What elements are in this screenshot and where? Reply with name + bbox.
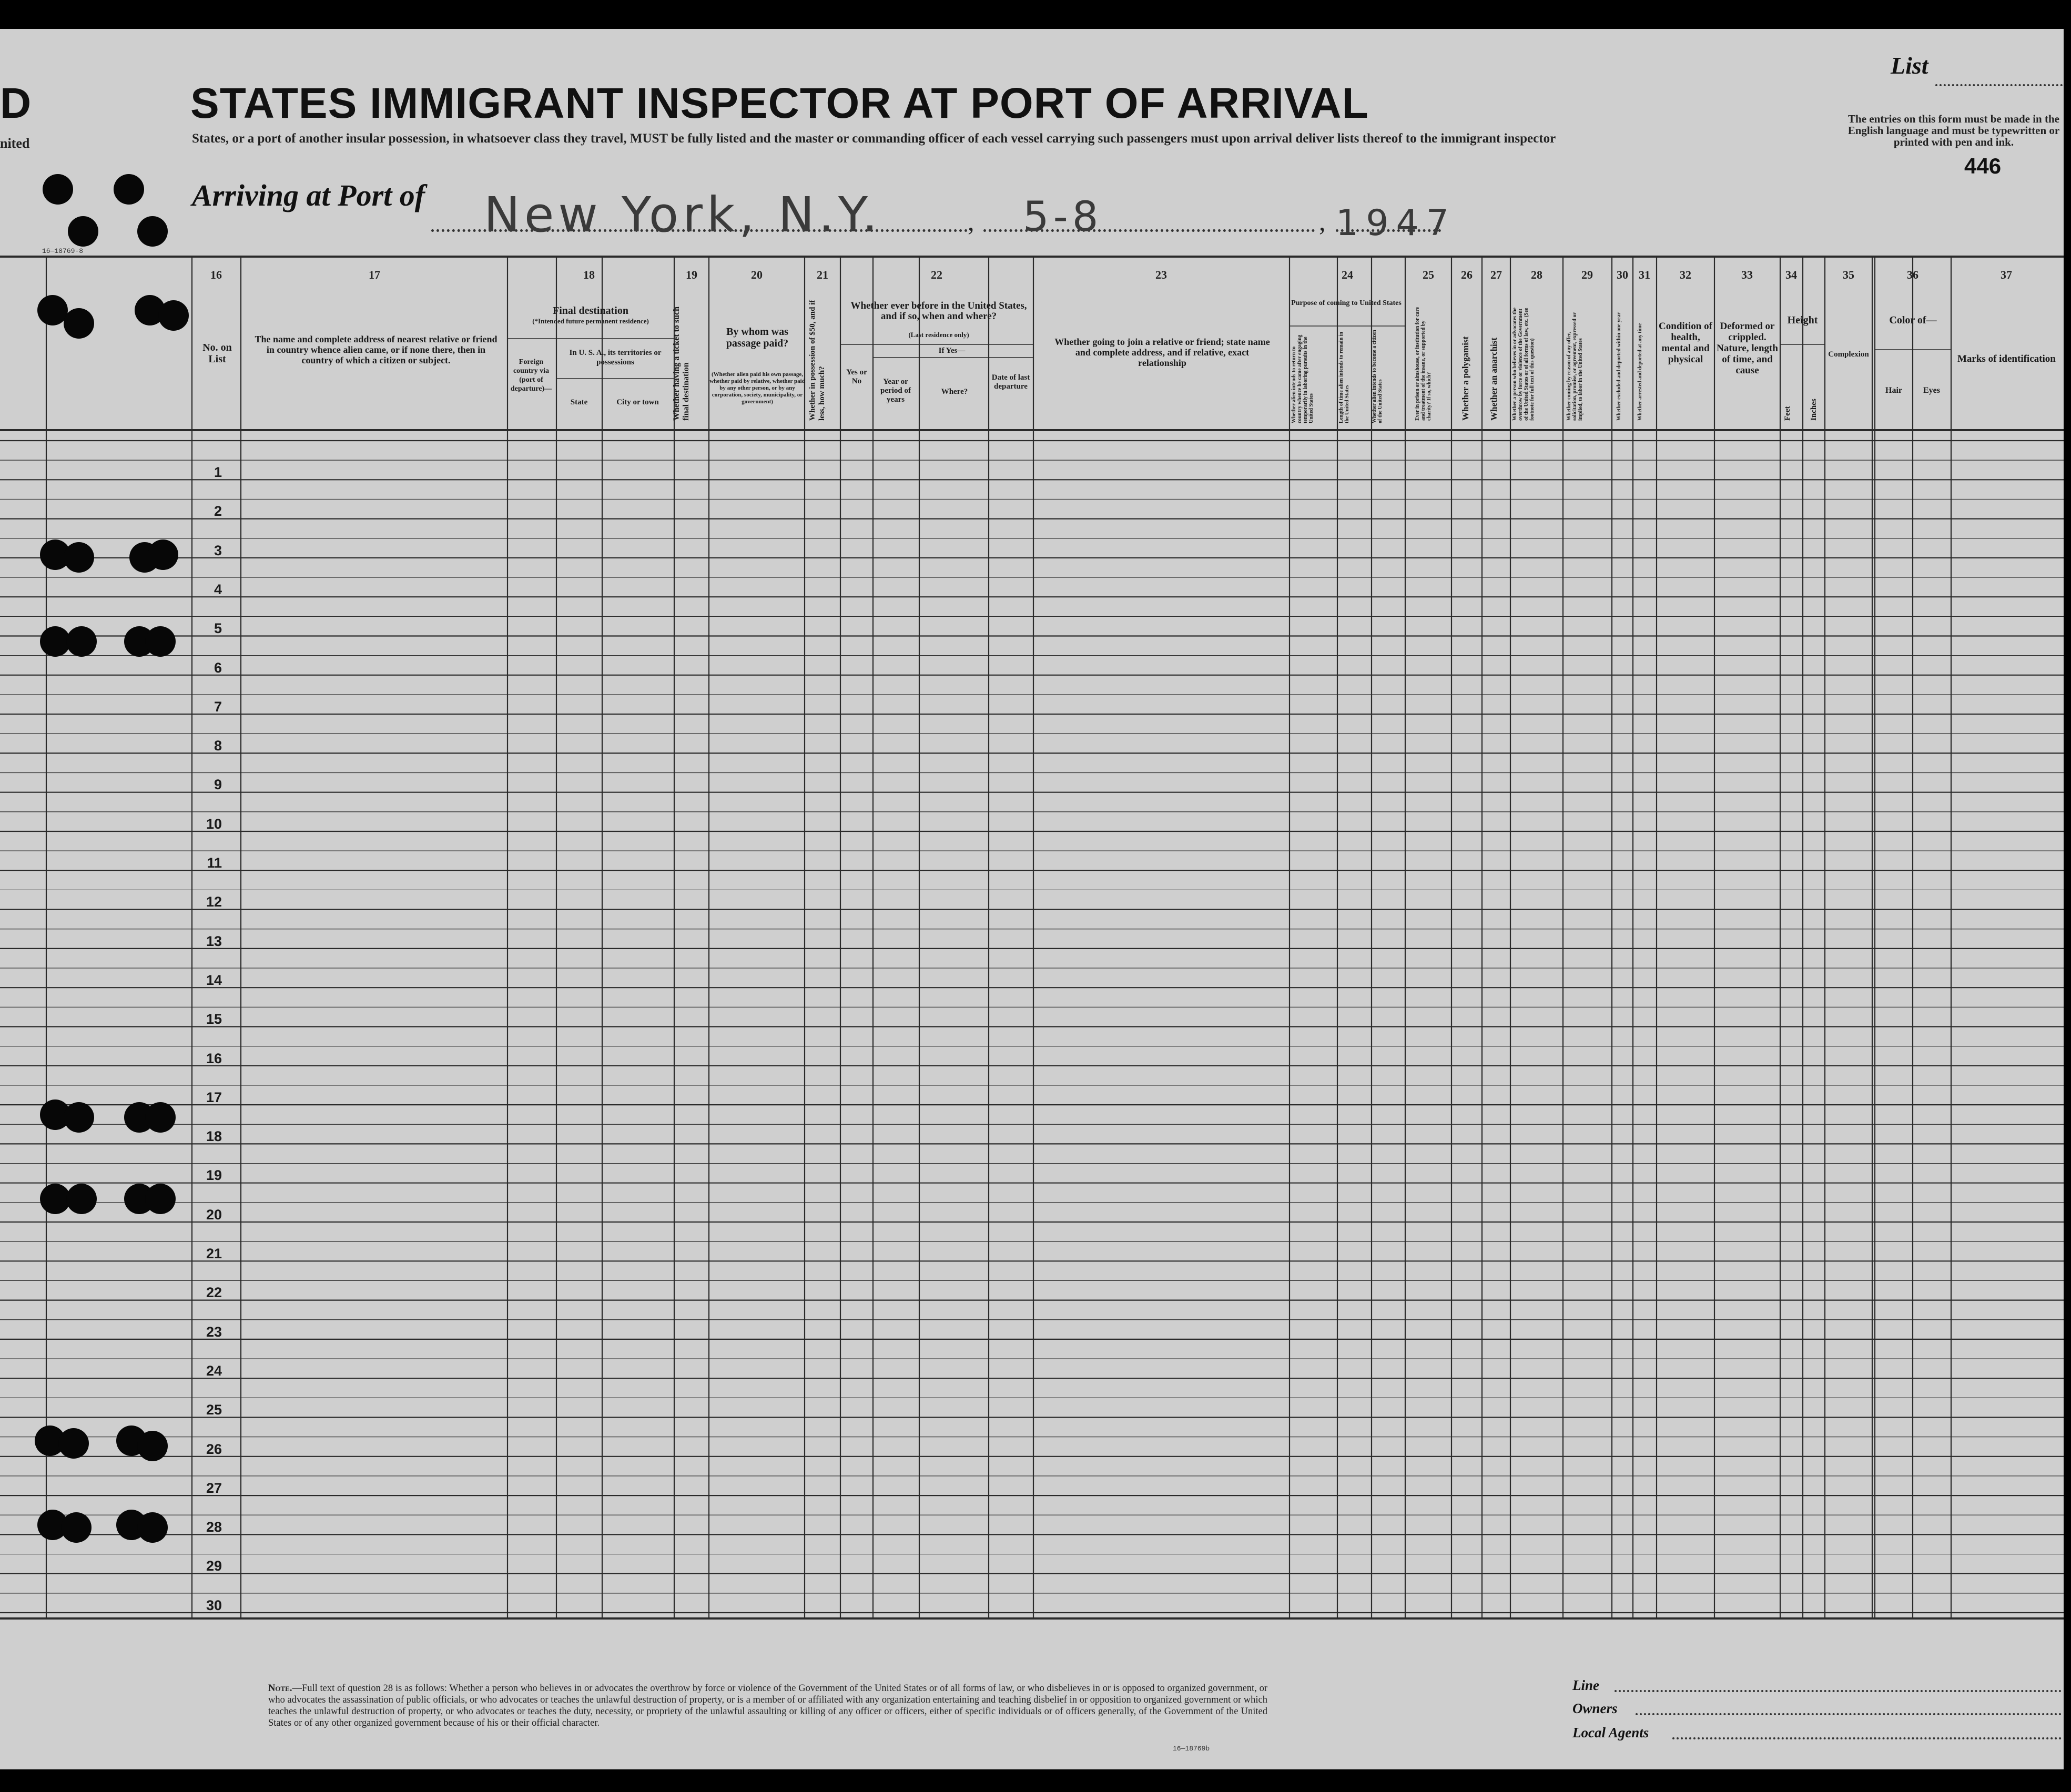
header-eyes: Eyes: [1923, 386, 1940, 395]
header-polygamist: Whether a polygamist: [1460, 336, 1470, 421]
row-number: 7: [214, 698, 222, 715]
handwritten-date: 5-8: [1023, 194, 1103, 241]
date-comma: ,: [968, 207, 974, 236]
header-prison: Ever in prison or almshouse, or institution for care and treatment of the insane, or supported by charity? If so, which?: [1415, 307, 1432, 421]
column-number: 25: [1423, 268, 1434, 281]
row-number: 1: [214, 464, 222, 480]
header-no-on-list: No. on List: [202, 342, 232, 365]
header-in-usa: In U. S. A., its territories or possessions: [569, 349, 662, 366]
column-number: 24: [1342, 268, 1353, 281]
row-number: 22: [206, 1285, 222, 1301]
column-number: 20: [751, 268, 763, 281]
header-last-residence: (Last residence only): [908, 331, 969, 339]
header-nearest-relative: The name and complete address of nearest relative or friend in country whence alien came, or if none there, then in country of which a citizen or subject.: [255, 334, 498, 365]
header-anarchist: Whether an anarchist: [1489, 337, 1499, 421]
binding-hole: [68, 216, 98, 247]
column-number: 21: [817, 268, 828, 281]
column-number: 16: [210, 268, 222, 281]
column-number: 35: [1843, 268, 1854, 281]
sheet-number: 446: [1964, 154, 2002, 178]
header-yes-no: Yes or No: [846, 368, 867, 385]
binding-hole: [66, 626, 97, 657]
header-complexion: Complexion: [1828, 350, 1869, 359]
binding-hole: [158, 300, 189, 331]
header-purpose-c: Whether alien intends to become a citizen of the United States: [1372, 330, 1383, 423]
header-excluded: Whether excluded and deported within one year: [1616, 312, 1622, 421]
header-marks: Marks of identification: [1957, 353, 2056, 364]
binding-hole: [64, 542, 94, 573]
note-form-code: 16—18769b: [1173, 1745, 1210, 1753]
column-number: 19: [686, 268, 697, 281]
row-number: 26: [206, 1441, 222, 1457]
header-passage-note: (Whether alien paid his own passage, whether paid by relative, whether paid by any other person, or by any corporation, society, municipality, or government): [709, 371, 805, 405]
header-join-relative: Whether going to join a relative or friend; state name and complete address, and if relative, exact relationship: [1054, 337, 1270, 368]
row-number: 20: [206, 1206, 222, 1223]
header-feet: Feet: [1783, 406, 1792, 421]
row-number: 4: [214, 581, 222, 597]
side-fragment: nited: [0, 136, 30, 151]
column-number: 37: [2001, 268, 2012, 281]
row-number: 21: [206, 1246, 222, 1261]
row-number: 8: [214, 738, 222, 754]
header-hair: Hair: [1885, 386, 1902, 395]
row-number: 9: [214, 777, 222, 793]
column-number: 27: [1490, 268, 1502, 281]
note-label: Note.: [268, 1683, 292, 1694]
column-number: 29: [1581, 268, 1593, 281]
row-number: 13: [206, 933, 222, 949]
owners-field: [1636, 1713, 2062, 1715]
binding-hole: [64, 308, 94, 339]
header-passage-paid: By whom was passage paid?: [726, 326, 789, 349]
column-number: 22: [931, 268, 942, 281]
row-number: 5: [214, 620, 222, 637]
header-fifty-dollars: Whether in possession of $50, and if less, how much?: [808, 300, 826, 421]
line-field: [1615, 1690, 2062, 1692]
binding-hole: [148, 539, 178, 570]
column-number: 33: [1741, 268, 1753, 281]
header-ever-before: Whether ever before in the United States, and if so, when and where?: [850, 300, 1027, 322]
row-number: 12: [206, 894, 222, 910]
row-number: 19: [206, 1167, 222, 1184]
owners-label: Owners: [1572, 1701, 1618, 1716]
row-number: 30: [206, 1597, 222, 1613]
binding-hole: [145, 1102, 176, 1133]
form-code: 16—18769-8: [42, 247, 84, 255]
row-number: 2: [214, 503, 222, 520]
footnote: [268, 1683, 1267, 1729]
column-number: 26: [1461, 268, 1473, 281]
binding-hole: [64, 1102, 94, 1133]
handwritten-port: New York, N.Y.: [484, 187, 882, 243]
column-number: 34: [1785, 268, 1797, 281]
row-number: 11: [207, 855, 222, 871]
header-foreign-country: Foreign country via (port of departure)—: [510, 358, 552, 393]
header-final-destination-note: (*Intended future permanent residence): [532, 317, 649, 325]
row-number: 29: [206, 1558, 222, 1574]
header-purpose-b: Length of time alien intends to remain in the United States: [1338, 332, 1350, 423]
row-number: 16: [206, 1050, 222, 1066]
binding-hole: [137, 216, 168, 247]
header-state: State: [570, 398, 588, 406]
scan-edge: [2064, 0, 2071, 1792]
row-number: 15: [206, 1011, 222, 1027]
header-overthrow: Whether a person who believes in or advocates the overthrow by force or violence of the Government of the United States or of all forms of law, etc. (See footnote for full text of this question): [1512, 307, 1535, 421]
header-organization: Whether coming by reason of any offer, solicitation, promise, or agreement, expressed or implied, to labor in the United States: [1566, 312, 1583, 421]
column-number: 23: [1155, 268, 1167, 281]
year-comma: ,: [1319, 207, 1326, 236]
binding-hole: [61, 1512, 92, 1543]
header-inches: Inches: [1810, 399, 1818, 421]
column-number: 18: [583, 268, 595, 281]
line-label: Line: [1572, 1677, 1599, 1693]
list-field-line: [1935, 84, 2067, 86]
row-number: 23: [206, 1323, 222, 1340]
header-final-destination: Final destination: [553, 305, 628, 317]
title-left-fragment: D: [0, 79, 32, 127]
header-ticket: Whether having a ticket to such final destination: [672, 306, 691, 421]
row-number: 24: [206, 1362, 222, 1379]
binding-hole: [137, 1512, 168, 1543]
column-number: 30: [1617, 268, 1628, 281]
header-purpose-a: Whether alien intends to return to country whence he came after engaging temporarily in laboring pursuits in the United States: [1291, 334, 1314, 423]
row-number: 10: [206, 816, 222, 832]
local-agents-label: Local Agents: [1572, 1725, 1649, 1740]
binding-hole: [43, 174, 73, 205]
header-where: Where?: [941, 388, 968, 396]
row-number: 6: [214, 659, 222, 676]
row-number: 17: [206, 1089, 222, 1105]
row-number: 18: [206, 1128, 222, 1145]
arriving-label: Arriving at Port of: [192, 178, 425, 212]
header-arrested: Whether arrested and deported at any time: [1637, 323, 1643, 421]
column-number: 28: [1531, 268, 1542, 281]
row-number: 3: [214, 542, 222, 558]
column-number: 31: [1639, 268, 1650, 281]
header-if-yes: If Yes—: [938, 347, 966, 355]
header-date-departure: Date of last departure: [991, 373, 1030, 391]
agents-field: [1672, 1737, 2062, 1739]
note-text: —Full text of question 28 is as follows: Whether a person who believes in or advocates the overthrow by force or violence of the Government of the United States or of all forms of law, or who disbelieves in or is opposed to organized government, or who advocates the assassination of public officials, or who advocates or teaches the unlawful destruction of property, or is a member of or affiliated with any organization entertaining and teaching disbelief in or opposition to organized government or which teaches the unlawful destruction of property, or who advocates or teaches the duty, necessity, or propriety of the unlawful assaulting or killing of any officer or officers, either of specific individuals or of officers generally, of the Government of the United States or of any other organized government because of his or their official character.: [268, 1683, 1267, 1728]
binding-hole: [114, 174, 144, 205]
row-number: 27: [206, 1480, 222, 1496]
column-number: 36: [1907, 268, 1918, 281]
header-city: City or town: [616, 398, 659, 406]
binding-hole: [66, 1184, 97, 1214]
list-label: List: [1891, 52, 1928, 79]
header-year-period: Year or period of years: [880, 378, 911, 404]
column-number: 32: [1680, 268, 1691, 281]
binding-hole: [58, 1428, 89, 1459]
header-deformed: Deformed or crippled. Nature, length of time, and cause: [1717, 321, 1778, 376]
header-purpose: Purpose of coming to United States: [1291, 299, 1402, 307]
binding-hole: [145, 1184, 176, 1214]
header-height: Height: [1787, 314, 1818, 326]
instructions-text: The entries on this form must be made in the English language and must be typewritten or printed with pen and ink.: [1847, 113, 2060, 148]
row-number: 28: [206, 1519, 222, 1535]
page-title: STATES IMMIGRANT INSPECTOR AT PORT OF ARRIVAL: [190, 79, 1369, 127]
binding-hole: [145, 626, 176, 657]
binding-hole: [137, 1431, 168, 1461]
row-number: 14: [206, 972, 222, 988]
handwritten-year: 1947: [1336, 202, 1457, 244]
header-color: Color of—: [1889, 314, 1937, 326]
subtitle: States, or a port of another insular possession, in whatsoever class they travel, MUST be fully listed and the master or commanding officer of each vessel carrying such passengers must upon arrival deliver lists thereof to the immigrant inspector: [192, 131, 1556, 146]
column-number: 17: [369, 268, 380, 281]
row-number: 25: [206, 1402, 222, 1418]
header-condition-health: Condition of health, mental and physical: [1659, 321, 1712, 365]
